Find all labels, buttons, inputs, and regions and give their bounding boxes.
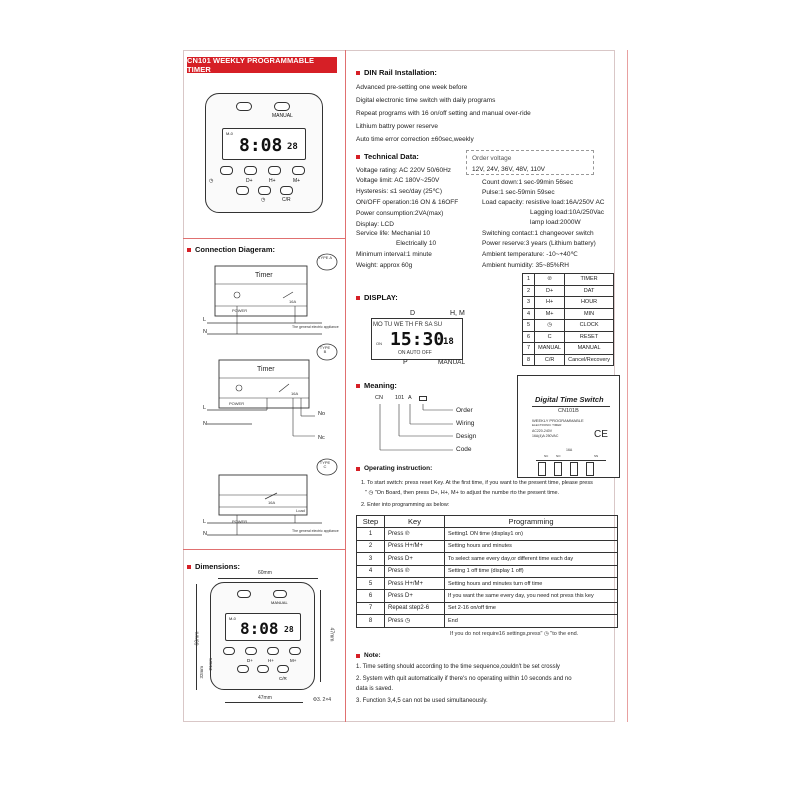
key-table bbox=[522, 273, 614, 366]
display-time: 15:30 bbox=[390, 329, 445, 350]
step-cell: 7 bbox=[357, 602, 385, 614]
key-index: 5 bbox=[523, 320, 535, 332]
reset-button bbox=[237, 665, 249, 673]
page-edge-rule bbox=[627, 50, 628, 722]
key-function: Cancel/Recovery bbox=[565, 354, 614, 366]
key-function: HOUR bbox=[565, 297, 614, 309]
tech-right-line: Switching contact:1 changeover switch bbox=[482, 230, 594, 237]
timer-button[interactable] bbox=[220, 166, 233, 175]
programming-cell: End bbox=[445, 615, 618, 627]
step-cell: 4 bbox=[357, 565, 385, 577]
display-manual-label: MANUAL bbox=[438, 359, 466, 366]
terminal bbox=[554, 462, 562, 476]
key-function: CLOCK bbox=[565, 320, 614, 332]
timer-button bbox=[223, 647, 235, 655]
note-line: 2. System with quit automatically if there's no operating within 10 seconds and no bbox=[356, 676, 572, 682]
meaning-order-box bbox=[419, 396, 427, 401]
type-c-badge: TYPE C bbox=[319, 460, 331, 469]
tech-right-line: Ambient humidity: 35~85%RH bbox=[482, 262, 569, 269]
key-symbol: ◷ bbox=[535, 320, 565, 332]
key-table-row bbox=[523, 331, 614, 343]
label-sn: SN bbox=[594, 454, 599, 458]
table-row bbox=[357, 553, 618, 565]
tech-right-line: Count down:1 sec-99min 56sec bbox=[482, 179, 574, 186]
table-row bbox=[357, 540, 618, 552]
tech-right-line: lamp load:2000W bbox=[530, 219, 581, 226]
dim-line bbox=[320, 590, 321, 682]
operating-step2: 2. Enter into programming as below: bbox=[361, 502, 450, 508]
din-heading: DIN Rail Installation: bbox=[356, 68, 437, 77]
meaning-heading: Meaning: bbox=[356, 381, 397, 390]
key-index: 2 bbox=[523, 285, 535, 297]
cancel-recovery-button[interactable] bbox=[280, 186, 293, 195]
tech-left-line: ON/OFF operation:16 ON & 16OFF bbox=[356, 199, 459, 206]
dim-small-b: 21mm bbox=[208, 657, 214, 671]
dim-small-a: 32mm bbox=[199, 665, 205, 679]
clock-icon: ◷ bbox=[209, 178, 214, 184]
manual-label: MANUAL bbox=[271, 600, 288, 605]
tech-left-line: Hysteresis: ≤1 sec/day (25℃) bbox=[356, 188, 443, 195]
lcd-seconds: 28 bbox=[284, 625, 294, 634]
display-days: MO TU WE TH FR SA SU bbox=[373, 322, 443, 328]
dim-height-left: 60mm bbox=[194, 631, 201, 646]
key-index: 1 bbox=[523, 274, 535, 286]
type-a-N: N bbox=[203, 329, 207, 335]
label-nc: NC bbox=[544, 454, 549, 458]
type-a-power: POWER bbox=[232, 308, 248, 313]
lcd-time: 8:08 bbox=[240, 619, 279, 638]
reset-button[interactable] bbox=[236, 186, 249, 195]
label-spec1: AC220-240V bbox=[532, 429, 553, 433]
type-c-N: N bbox=[203, 531, 207, 537]
label-no: NO bbox=[556, 454, 561, 458]
key-function: MANUAL bbox=[565, 343, 614, 355]
d-plus-label: D+ bbox=[246, 178, 253, 184]
key-symbol: H+ bbox=[535, 297, 565, 309]
label-wire bbox=[536, 460, 606, 461]
operating-step1b: " ◷ "On Board, then press D+, H+, M+ to adjust the numbe rto the present time. bbox=[365, 490, 560, 496]
step-cell: 5 bbox=[357, 577, 385, 589]
tech-left-line: Electrically 10 bbox=[396, 240, 437, 247]
step-cell: 2 bbox=[357, 540, 385, 552]
key-symbol: C bbox=[535, 331, 565, 343]
reset-slot bbox=[237, 590, 251, 598]
reset-slot bbox=[236, 102, 252, 111]
key-symbol: ℗ bbox=[535, 274, 565, 286]
table-row bbox=[357, 528, 618, 540]
col-key: Key bbox=[385, 516, 445, 528]
timer-device-dimension bbox=[210, 582, 315, 690]
label-underline bbox=[532, 406, 610, 407]
key-cell: Repeat step2-6 bbox=[385, 602, 445, 614]
key-index: 7 bbox=[523, 343, 535, 355]
tech-left-line: Display: LCD bbox=[356, 221, 394, 228]
label-model: CN101B bbox=[558, 408, 579, 414]
programming-cell: To select same every day,or different time each day bbox=[445, 553, 618, 565]
din-line: Lithium battry power reserve bbox=[356, 123, 439, 130]
step-cell: 8 bbox=[357, 615, 385, 627]
note-line: 3. Function 3,4,5 can not be used simultaneously. bbox=[356, 698, 488, 704]
type-a-timer-label: Timer bbox=[255, 272, 273, 279]
m-plus-button[interactable] bbox=[292, 166, 305, 175]
key-function: DAT bbox=[565, 285, 614, 297]
key-cell: Press ◷ bbox=[385, 615, 445, 627]
key-table-row bbox=[523, 308, 614, 320]
terminal bbox=[586, 462, 594, 476]
meaning-code: Code bbox=[456, 446, 472, 453]
column-divider bbox=[345, 50, 346, 722]
meaning-code-cn: CN bbox=[375, 395, 383, 401]
programming-cell: Setting hours and minutes bbox=[445, 540, 618, 552]
type-c-power: POWER bbox=[232, 519, 248, 524]
meaning-code-a: A bbox=[408, 395, 412, 401]
type-b-rating: 16A bbox=[291, 391, 299, 396]
h-plus-label: H+ bbox=[268, 658, 274, 663]
display-seconds: 18 bbox=[443, 337, 454, 347]
lcd-small-text: M-0 bbox=[229, 616, 236, 621]
c-r-label: C/R bbox=[279, 676, 287, 681]
tech-left-line: Voltage limit: AC 180V~250V bbox=[356, 177, 440, 184]
lcd-seconds: 28 bbox=[287, 142, 298, 152]
meaning-lines bbox=[375, 402, 455, 457]
key-symbol: MANUAL bbox=[535, 343, 565, 355]
step-cell: 6 bbox=[357, 590, 385, 602]
tech-left-line: Voltage rating: AC 220V 50/60Hz bbox=[356, 167, 452, 174]
key-cell: Press H+/M+ bbox=[385, 540, 445, 552]
table-row bbox=[357, 565, 618, 577]
product-title: CN101 WEEKLY PROGRAMMABLE TIMER bbox=[187, 57, 337, 73]
key-symbol: M+ bbox=[535, 308, 565, 320]
display-status: ON AUTO OFF bbox=[398, 350, 432, 356]
key-cell: Press D+ bbox=[385, 590, 445, 602]
col-step: Step bbox=[357, 516, 385, 528]
meaning-design: Design bbox=[456, 433, 477, 440]
table-row bbox=[357, 590, 618, 602]
type-c-rating: 16A bbox=[268, 500, 276, 505]
key-index: 8 bbox=[523, 354, 535, 366]
type-a-rating: 16A bbox=[289, 299, 297, 304]
note-heading: Note: bbox=[356, 652, 381, 659]
din-line: Auto time error correction ±60sec,weekly bbox=[356, 136, 474, 143]
tech-right-line: Ambient temperature: -10~+40℃ bbox=[482, 251, 578, 258]
ce-mark: CE bbox=[594, 429, 608, 440]
key-symbol: D+ bbox=[535, 285, 565, 297]
cancel-recovery-button bbox=[277, 665, 289, 673]
manual-button[interactable] bbox=[274, 102, 290, 111]
display-hm-label: H, M bbox=[450, 310, 465, 317]
key-cell: Press ℗ bbox=[385, 565, 445, 577]
key-function: RESET bbox=[565, 331, 614, 343]
key-symbol: C/R bbox=[535, 354, 565, 366]
tech-right-line: Pulse:1 sec-59min 59sec bbox=[482, 189, 555, 196]
operating-heading: Operating instruction: bbox=[356, 465, 432, 472]
h-plus-button[interactable] bbox=[268, 166, 281, 175]
key-cell: Press ℗ bbox=[385, 528, 445, 540]
display-p-label: P bbox=[403, 359, 408, 366]
connection-heading: Connection Diageram: bbox=[187, 245, 275, 254]
programming-cell: If you want the same every day, you need not press this key bbox=[445, 590, 618, 602]
type-a-note: The general electric appliance bbox=[292, 325, 339, 329]
programming-table bbox=[356, 515, 618, 628]
tech-left-line: Weight: approx 60g bbox=[356, 262, 413, 269]
type-b-no: No bbox=[318, 411, 326, 417]
order-voltage-label: Order voltage bbox=[472, 155, 512, 162]
lcd-time: 8:08 bbox=[239, 135, 283, 156]
terminal bbox=[570, 462, 578, 476]
label-spec2: 16A(4)A 250VAC bbox=[532, 434, 559, 438]
label-rating: 16A bbox=[566, 448, 573, 452]
label-sub: WEEKLY PROGRAMMABLE bbox=[532, 418, 584, 423]
type-b-L: L bbox=[203, 405, 207, 411]
key-table-row bbox=[523, 285, 614, 297]
key-table-row bbox=[523, 274, 614, 286]
d-plus-button bbox=[245, 647, 257, 655]
c-r-label: C/R bbox=[282, 197, 291, 203]
key-cell: Press D+ bbox=[385, 553, 445, 565]
key-table-row bbox=[523, 343, 614, 355]
display-on: ON bbox=[376, 341, 382, 346]
type-b-timer-label: Timer bbox=[257, 366, 275, 373]
meaning-order: Order bbox=[456, 407, 473, 414]
lcd-small-text: M-0 bbox=[226, 131, 233, 136]
type-c-load: Load bbox=[296, 508, 305, 513]
note-line: data is saved. bbox=[356, 686, 394, 692]
tech-heading: Technical Data: bbox=[356, 152, 419, 161]
dimensions-heading: Dimensions: bbox=[187, 562, 240, 571]
d-plus-label: D+ bbox=[247, 658, 253, 663]
manual-button bbox=[273, 590, 287, 598]
timer-device-front bbox=[205, 93, 323, 213]
m-plus-button bbox=[289, 647, 301, 655]
h-plus-button bbox=[267, 647, 279, 655]
manual-label: MANUAL bbox=[272, 113, 293, 119]
din-line: Digital electronic time switch with daily programs bbox=[356, 97, 496, 104]
type-c-note: The general electric appliance bbox=[292, 529, 339, 533]
dim-width-top: 60mm bbox=[258, 570, 272, 576]
tech-right-line: Power reserve:3 years (Lithium battery) bbox=[482, 240, 596, 247]
key-cell: Press H+/M+ bbox=[385, 577, 445, 589]
dim-line bbox=[218, 578, 318, 579]
type-b-power: POWER bbox=[229, 401, 245, 406]
section-divider bbox=[183, 238, 345, 239]
step-cell: 1 bbox=[357, 528, 385, 540]
operating-step1a: 1. To start switch: press reset Key. At the first time, if you want to the present time, please press bbox=[361, 480, 593, 486]
type-b-N: N bbox=[203, 421, 207, 427]
meaning-wiring: Wiring bbox=[456, 420, 475, 427]
clock-icon: ◷ bbox=[261, 197, 266, 203]
clock-button[interactable] bbox=[258, 186, 271, 195]
din-line: Advanced pre-setting one week before bbox=[356, 84, 468, 91]
table-row bbox=[357, 602, 618, 614]
table-row bbox=[357, 615, 618, 627]
tech-left-line: Minimum interval:1 minute bbox=[356, 251, 432, 258]
tech-left-line: Service life: Mechanial 10 bbox=[356, 230, 431, 237]
key-table-row bbox=[523, 320, 614, 332]
type-b-diagram bbox=[197, 340, 342, 440]
key-index: 6 bbox=[523, 331, 535, 343]
programming-cell: Set 2-16 on/off time bbox=[445, 602, 618, 614]
type-a-badge: TYPE A bbox=[318, 255, 333, 260]
tech-right-line: Lagging load:10A/250Vac bbox=[530, 209, 604, 216]
terminal bbox=[538, 462, 546, 476]
type-a-L: L bbox=[203, 317, 207, 323]
key-table-row bbox=[523, 297, 614, 309]
programming-cell: Setting1 ON time (display1 on) bbox=[445, 528, 618, 540]
key-function: MIN bbox=[565, 308, 614, 320]
col-programming: Programming bbox=[445, 516, 618, 528]
label-title: Digital Time Switch bbox=[535, 395, 604, 404]
type-b-badge: TYPE B bbox=[319, 345, 331, 354]
device-lcd bbox=[225, 613, 301, 641]
table-row bbox=[357, 577, 618, 589]
clock-button bbox=[257, 665, 269, 673]
d-plus-button[interactable] bbox=[244, 166, 257, 175]
m-plus-label: M+ bbox=[293, 178, 301, 184]
section-divider bbox=[183, 549, 345, 550]
meaning-code-101: 101 bbox=[395, 395, 405, 401]
label-sub2: ELECTRONIC TIMER bbox=[532, 423, 562, 427]
key-function: TIMER bbox=[565, 274, 614, 286]
key-table-row bbox=[523, 354, 614, 366]
type-c-L: L bbox=[203, 519, 207, 525]
display-heading: DISPLAY: bbox=[356, 293, 398, 302]
key-index: 3 bbox=[523, 297, 535, 309]
h-plus-label: H+ bbox=[269, 178, 276, 184]
din-line: Repeat programs with 16 on/off setting and manual over-ride bbox=[356, 110, 531, 117]
dim-height-right: 47mm bbox=[328, 627, 335, 642]
prog-footer: If you do not require16 settings,press" ◷ "to the end. bbox=[450, 631, 579, 637]
tech-right-line: Load capacity: resistive load:16A/250V AC bbox=[482, 199, 605, 206]
display-d-label: D bbox=[410, 310, 416, 317]
device-lcd bbox=[222, 128, 306, 160]
programming-cell: Setting hours and minutes turn off time bbox=[445, 577, 618, 589]
order-voltage-values: 12V, 24V, 36V, 48V, 110V bbox=[472, 166, 546, 173]
key-index: 4 bbox=[523, 308, 535, 320]
dim-hole: Φ3. 2×4 bbox=[313, 697, 332, 703]
type-b-nc: Nc bbox=[318, 435, 325, 441]
programming-cell: Setting 1 off time (display 1 off) bbox=[445, 565, 618, 577]
label-card bbox=[517, 375, 620, 478]
tech-left-line: Power consumption:2VA(max) bbox=[356, 210, 444, 217]
dim-width-bottom: 47mm bbox=[258, 695, 272, 701]
dim-line bbox=[225, 702, 303, 703]
note-line: 1. Time setting should according to the time sequence,couldn't be set crossly bbox=[356, 664, 560, 670]
step-cell: 3 bbox=[357, 553, 385, 565]
m-plus-label: M+ bbox=[290, 658, 297, 663]
